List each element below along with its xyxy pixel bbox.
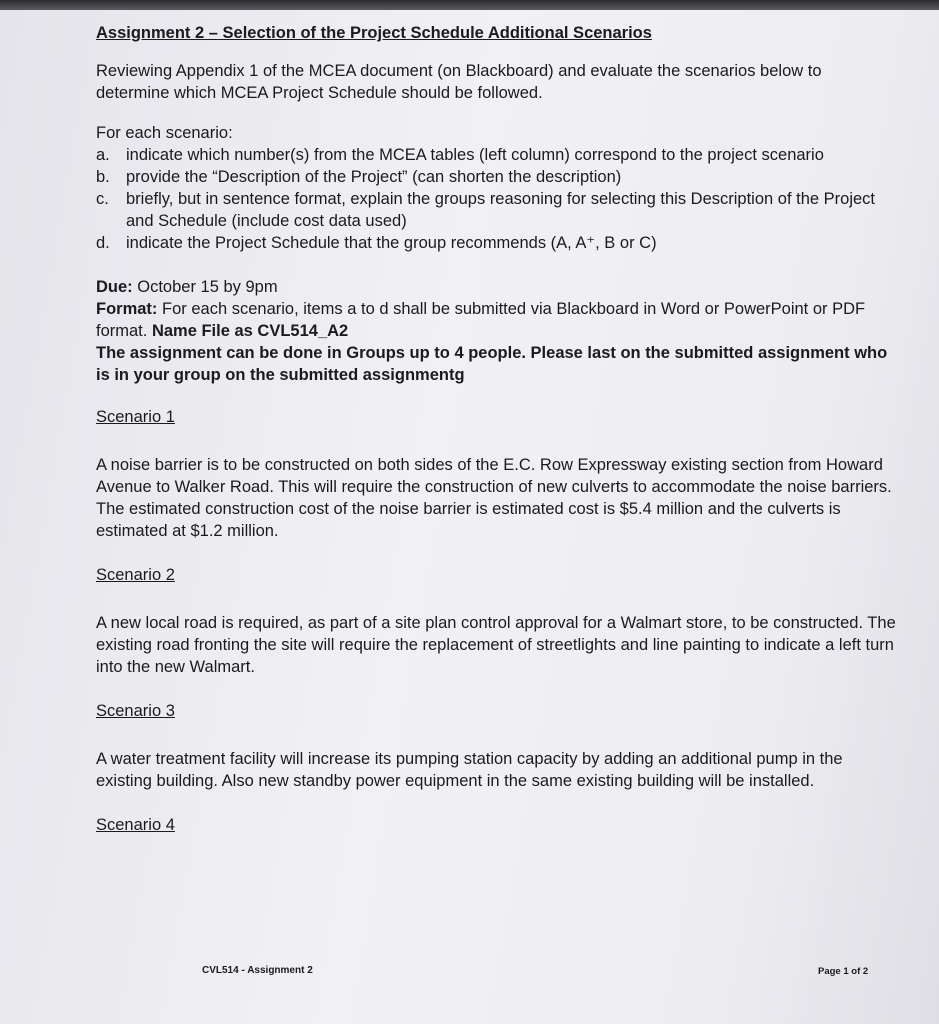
- format-text: For each scenario, items a to d shall be submitted via Blackboard in Word or PowerPoint or PDF format.: [96, 300, 866, 340]
- list-item-text: indicate the Project Schedule that the group recommends (A, A⁺, B or C): [126, 234, 657, 252]
- format-label: Format:: [96, 300, 158, 318]
- list-item-text: briefly, but in sentence format, explain the groups reasoning for selecting this Description of the Project and Schedule (include cost data used): [126, 190, 876, 230]
- due-label: Due:: [96, 278, 133, 296]
- scenario-4-heading: Scenario 4: [96, 816, 175, 834]
- list-marker: b.: [96, 168, 110, 186]
- intro-paragraph: Reviewing Appendix 1 of the MCEA document (on Blackboard) and evaluate the scenarios below to determine which MCEA Project Schedule should be followed.: [96, 62, 822, 102]
- scenario-1-heading: Scenario 1: [96, 408, 175, 426]
- list-item-text: provide the “Description of the Project” (can shorten the description): [126, 168, 622, 186]
- format-line: [96, 298, 896, 342]
- submission-details: [96, 276, 896, 386]
- list-item-text: indicate which number(s) from the MCEA tables (left column) correspond to the project scenario: [126, 146, 824, 164]
- instruction-list: [96, 144, 896, 254]
- footer-document-label: CVL514 - Assignment 2: [202, 965, 313, 976]
- monitor-bezel: [0, 0, 939, 10]
- list-item: [96, 232, 896, 254]
- document-content: [96, 22, 896, 862]
- list-marker: c.: [96, 190, 109, 208]
- scenario-2-heading: Scenario 2: [96, 566, 175, 584]
- page-title: Assignment 2 – Selection of the Project Schedule Additional Scenarios: [96, 24, 652, 42]
- scenario-3-heading: Scenario 3: [96, 702, 175, 720]
- due-value: October 15 by 9pm: [137, 278, 278, 296]
- document-page: [0, 10, 939, 1024]
- list-marker: a.: [96, 146, 110, 164]
- scenario-1-body: A noise barrier is to be constructed on both sides of the E.C. Row Expressway existing section from Howard Avenue to Walker Road. This will require the construction of new culverts to accommodate the noise barriers. The estimated construction cost of the noise barrier is estimated cost is $5.4 million and the culverts is estimated at $1.2 million.: [96, 456, 892, 540]
- scenario-2-body: A new local road is required, as part of a site plan control approval for a Walmart store, to be constructed. The existing road fronting the site will require the replacement of streetlights and line painting to indicate a left turn into the new Walmart.: [96, 614, 896, 676]
- group-note: The assignment can be done in Groups up to 4 people. Please last on the submitted assignment who is in your group on the submitted assignmentg: [96, 344, 888, 384]
- instructions-lead: For each scenario:: [96, 124, 233, 142]
- list-item: [96, 166, 896, 188]
- file-name-instruction: Name File as CVL514_A2: [151, 322, 349, 340]
- list-item: [96, 188, 896, 232]
- list-item: [96, 144, 896, 166]
- list-marker: d.: [96, 234, 110, 252]
- scenario-3-body: A water treatment facility will increase its pumping station capacity by adding an additional pump in the existing building. Also new standby power equipment in the same existing building will be installed.: [96, 750, 843, 790]
- footer-page-number: Page 1 of 2: [818, 966, 869, 977]
- due-line: [96, 276, 896, 298]
